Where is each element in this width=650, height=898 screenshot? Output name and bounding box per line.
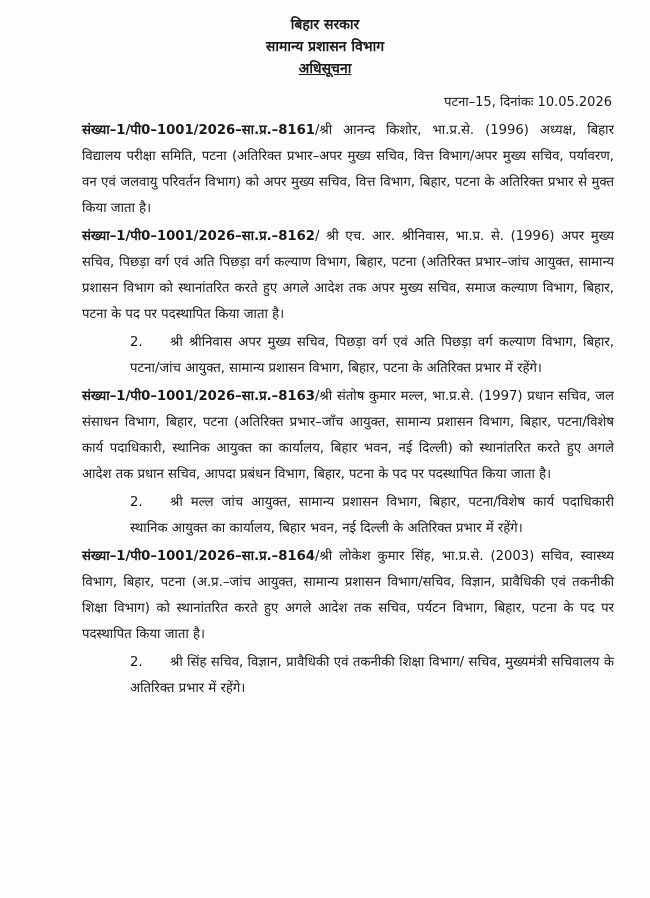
document-body <box>82 118 614 704</box>
sub-paragraph <box>82 650 614 702</box>
order-paragraph <box>82 224 614 328</box>
notification-title: अधिसूचना <box>298 61 352 77</box>
order-text: / श्री एच. आर. श्रीनिवास, भा.प्र. से. (1996) अपर मुख्य सचिव, पिछड़ा वर्ग एवं अति पिछड़ा वर्ग कल्याण विभाग, बिहार, पटना (अतिरिक्त प्रभार–जांच आयुक्त, सामान्य प्रशासन विभाग को स्थानांतरित करते हुए अगले आदेश तक अपर मुख्य सचिव, समाज कल्याण विभाग, बिहार, पटना के पद पर पदस्थापित किया जाता है। <box>82 229 614 322</box>
date-line: पटना–15, दिनांकः 10.05.2026 <box>444 95 612 110</box>
order-reference: संख्या–1/पी0–1001/2026–सा.प्र.–8163 <box>82 389 315 404</box>
sub-paragraph-text: श्री मल्ल जांच आयुक्त, सामान्य प्रशासन विभाग, बिहार, पटना/विशेष कार्य पदाधिकारी स्थानिक आयुक्त का कार्यालय, बिहार भवन, नई दिल्ली के अतिरिक्त प्रभार में रहेंगे। <box>130 495 614 536</box>
order-text: /श्री संतोष कुमार मल्ल, भा.प्र.से. (1997) प्रधान सचिव, जल संसाधन विभाग, बिहार, पटना (अतिरिक्त प्रभार–जाँच आयुक्त, सामान्य प्रशासन विभाग, बिहार, पटना/विशेष कार्य पदाधिकारी, स्थानिक आयुक्त का कार्यालय, बिहार भवन, नई दिल्ली) को स्थानांतरित करते हुए अगले आदेश तक प्रधान सचिव, आपदा प्रबंधन विभाग, बिहार, पटना के पद पर पदस्थापित किया जाता है। <box>82 389 614 482</box>
order-reference: संख्या–1/पी0–1001/2026–सा.प्र.–8161 <box>82 123 315 138</box>
sub-paragraph-text: श्री श्रीनिवास अपर मुख्य सचिव, पिछड़ा वर्ग एवं अति पिछड़ा वर्ग कल्याण विभाग, बिहार, पटना/जांच आयुक्त, सामान्य प्रशासन विभाग, बिहार, पटना के अतिरिक्त प्रभार में रहेंगे। <box>130 335 614 376</box>
order-text: /श्री लोकेश कुमार सिंह, भा.प्र.से. (2003) सचिव, स्वास्थ्य विभाग, बिहार, पटना (अ.प्र.–जांच आयुक्त, सामान्य प्रशासन विभाग/सचिव, विज्ञान, प्रावैधिकी एवं तकनीकी शिक्षा विभाग) को स्थानांतरित करते हुए अगले आदेश तक सचिव, पर्यटन विभाग, बिहार, पटना के पद पर पदस्थापित किया जाता है। <box>82 549 614 642</box>
order-reference: संख्या–1/पी0–1001/2026–सा.प्र.–8164 <box>82 549 315 564</box>
government-name: बिहार सरकार <box>290 17 360 33</box>
sub-paragraph-number: 2. <box>130 655 143 670</box>
department-name: सामान्य प्रशासन विभाग <box>265 39 385 55</box>
sub-paragraph <box>82 330 614 382</box>
sub-paragraph-number: 2. <box>130 495 143 510</box>
sub-paragraph-number: 2. <box>130 335 143 350</box>
sub-paragraph-text: श्री सिंह सचिव, विज्ञान, प्रावैधिकी एवं तकनीकी शिक्षा विभाग/ सचिव, मुख्यमंत्री सचिवालय के अतिरिक्त प्रभार में रहेंगे। <box>130 655 614 696</box>
order-text: /श्री आनन्द किशोर, भा.प्र.से. (1996) अध्यक्ष, बिहार विद्यालय परीक्षा समिति, पटना (अतिरिक्त प्रभार–अपर मुख्य सचिव, वित्त विभाग/अपर मुख्य सचिव, पर्यावरण, वन एवं जलवायु परिवर्तन विभाग) को अपर मुख्य सचिव, वित्त विभाग, बिहार, पटना के अतिरिक्त प्रभार से मुक्त किया जाता है। <box>82 123 614 216</box>
sub-paragraph <box>82 490 614 542</box>
order-paragraph <box>82 118 614 222</box>
order-reference: संख्या–1/पी0–1001/2026–सा.प्र.–8162 <box>82 229 315 244</box>
order-paragraph <box>82 544 614 648</box>
order-paragraph <box>82 384 614 488</box>
document-header <box>0 14 650 80</box>
